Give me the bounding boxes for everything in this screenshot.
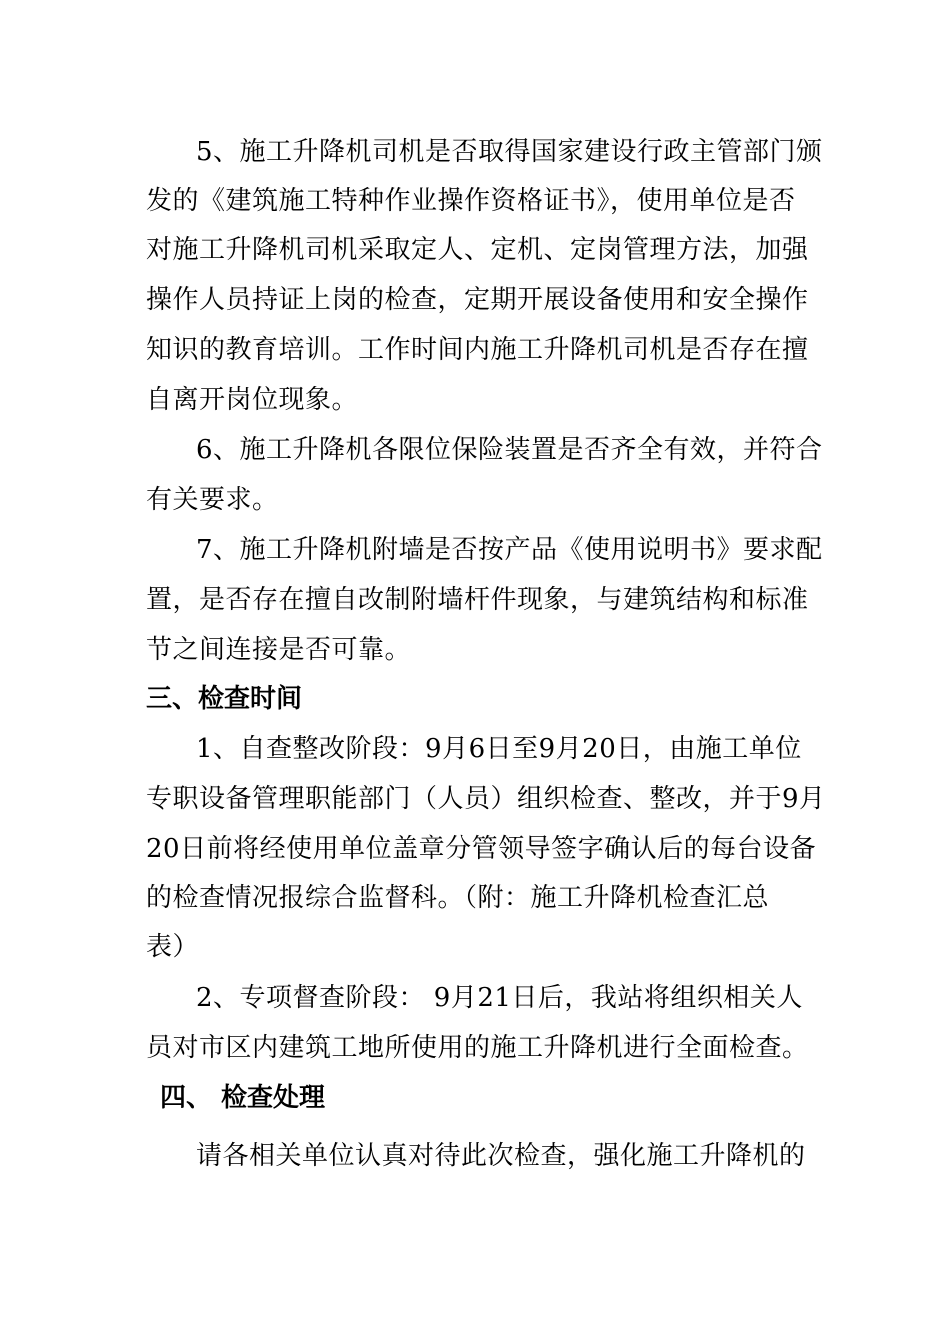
- paragraph-6-line-2: 有关要求。: [146, 485, 279, 515]
- section-3-item-1-line-5: 表）: [146, 932, 200, 962]
- section-3-item-2-line-1: 2、专项督查阶段： 9月21日后，我站将组织相关人: [196, 983, 803, 1013]
- section-3-item-1-line-1: 1、自查整改阶段：9月6日至9月20日，由施工单位: [196, 734, 802, 764]
- paragraph-5-line-3: 对施工升降机司机采取定人、定机、定岗管理方法，加强: [146, 235, 809, 265]
- section-3-item-1-line-4: 的检查情况报综合监督科。（附：施工升降机检查汇总: [146, 883, 770, 913]
- paragraph-7-line-3: 节之间连接是否可靠。: [146, 635, 412, 665]
- section-3-item-1-line-3: 20日前将经使用单位盖章分管领导签字确认后的每台设备: [146, 834, 817, 864]
- paragraph-5-line-2: 发的《建筑施工特种作业操作资格证书》，使用单位是否: [146, 186, 796, 216]
- paragraph-6-line-1: 6、施工升降机各限位保险装置是否齐全有效，并符合: [196, 435, 823, 465]
- section-4-heading: 四、 检查处理: [160, 1083, 326, 1113]
- section-3-heading: 三、检查时间: [146, 684, 303, 714]
- paragraph-5-line-1: 5、施工升降机司机是否取得国家建设行政主管部门颁: [196, 137, 823, 167]
- section-4-line-1: 请各相关单位认真对待此次检查，强化施工升降机的: [196, 1141, 806, 1171]
- paragraph-5-line-4: 操作人员持证上岗的检查，定期开展设备使用和安全操作: [146, 285, 809, 315]
- section-3-item-1-line-2: 专职设备管理职能部门（人员）组织检查、整改，并于9月: [146, 784, 826, 814]
- paragraph-7-line-2: 置，是否存在擅自改制附墙杆件现象，与建筑结构和标准: [146, 585, 809, 615]
- paragraph-7-line-1: 7、施工升降机附墙是否按产品《使用说明书》要求配: [196, 535, 823, 565]
- paragraph-5-line-5: 知识的教育培训。工作时间内施工升降机司机是否存在擅: [146, 335, 809, 365]
- paragraph-5-line-6: 自离开岗位现象。: [146, 385, 359, 415]
- section-3-item-2-line-2: 员对市区内建筑工地所使用的施工升降机进行全面检查。: [146, 1033, 809, 1063]
